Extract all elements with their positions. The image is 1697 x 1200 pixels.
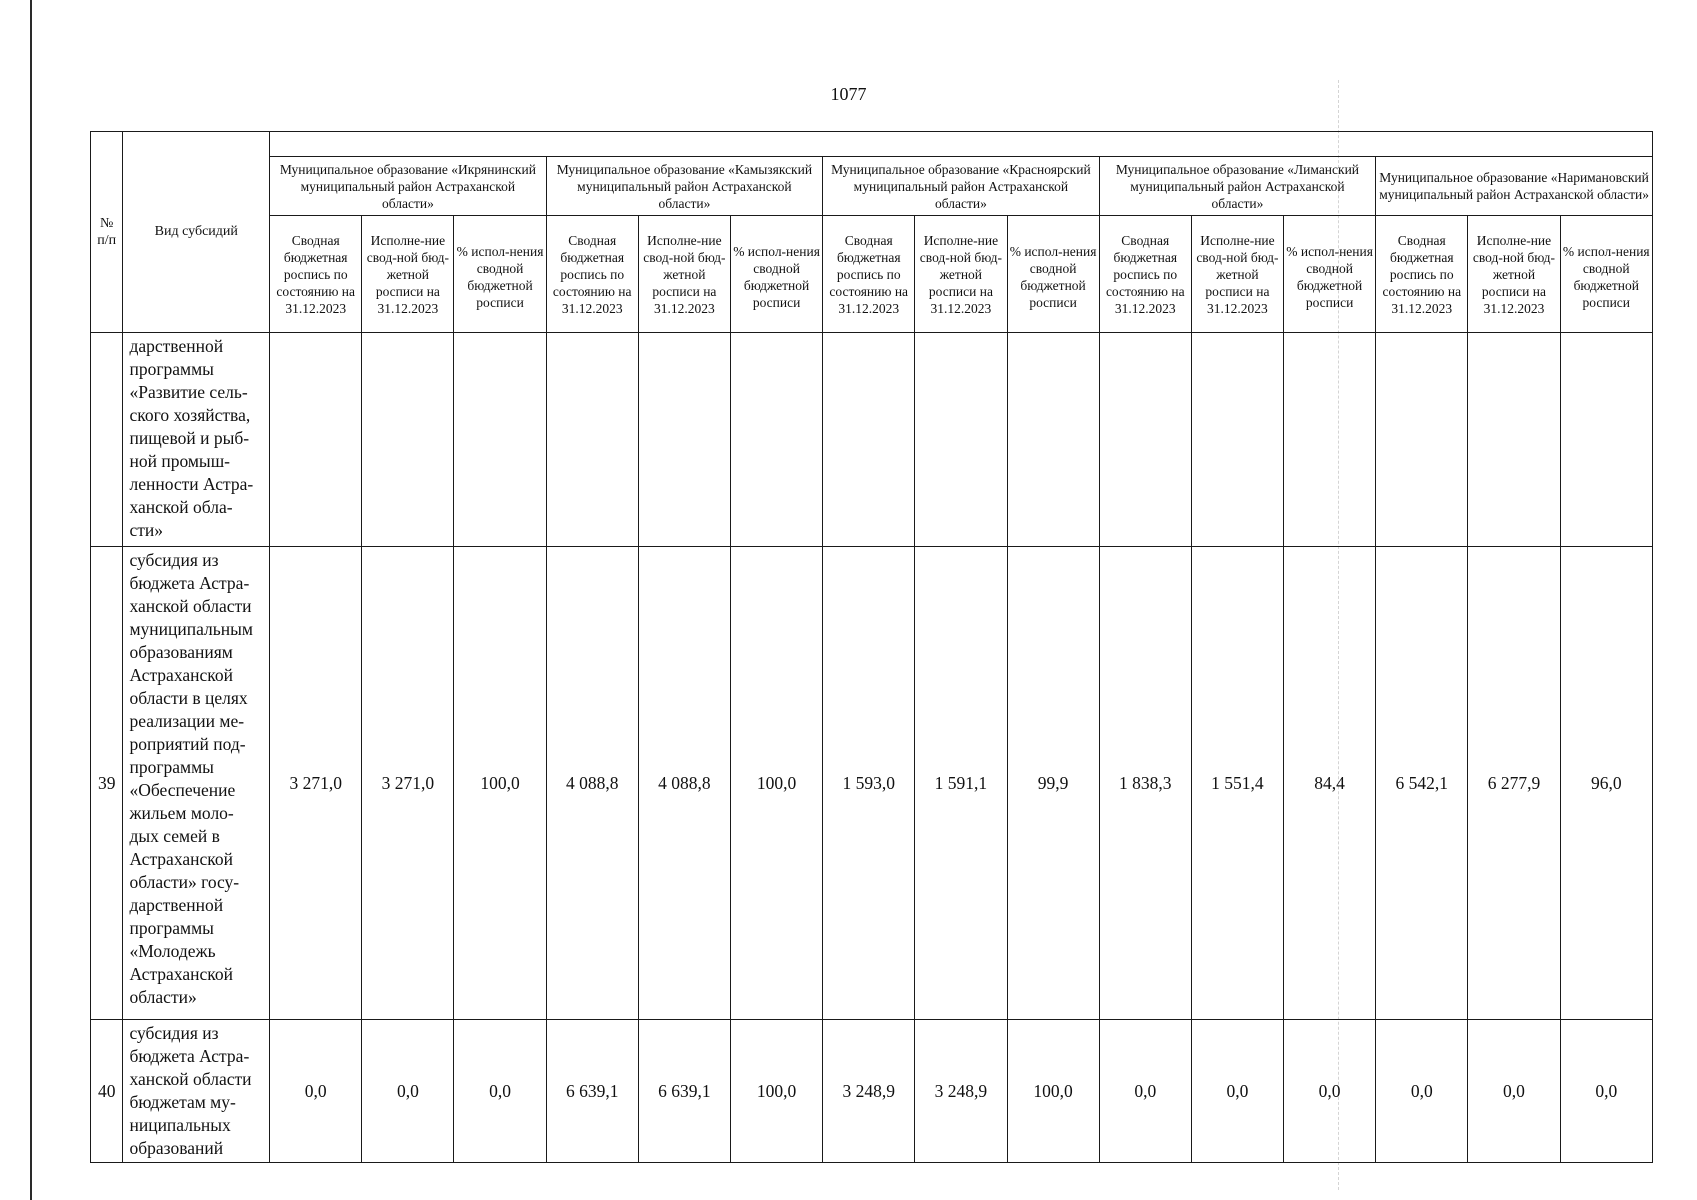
subcolumn-header-row bbox=[91, 216, 1653, 333]
value-cell: 0,0 bbox=[1099, 1020, 1191, 1163]
municipality-header: Муниципальное образование «Лиманский муниципальный район Астраханской области» bbox=[1099, 157, 1376, 216]
value-cell: 3 271,0 bbox=[362, 547, 454, 1020]
municipality-header-row bbox=[91, 157, 1653, 216]
value-cell bbox=[1099, 333, 1191, 547]
value-cell: 3 248,9 bbox=[823, 1020, 915, 1163]
value-cell bbox=[1468, 333, 1560, 547]
subcolumn-header: Сводная бюджетная роспись по состоянию на 31.12.2023 bbox=[823, 216, 915, 333]
value-cell: 6 277,9 bbox=[1468, 547, 1560, 1020]
subcolumn-header: % испол-нения сводной бюджетной росписи bbox=[730, 216, 822, 333]
header-num: № п/п bbox=[91, 132, 123, 333]
value-cell: 84,4 bbox=[1284, 547, 1376, 1020]
subcolumn-header: Исполне-ние свод-ной бюд-жетной росписи на 31.12.2023 bbox=[1191, 216, 1283, 333]
table-row bbox=[91, 333, 1653, 547]
subcolumn-header: % испол-нения сводной бюджетной росписи bbox=[1007, 216, 1099, 333]
municipality-header: Муниципальное образование «Красноярский муниципальный район Астраханской области» bbox=[823, 157, 1100, 216]
value-cell: 96,0 bbox=[1560, 547, 1652, 1020]
value-cell: 1 591,1 bbox=[915, 547, 1007, 1020]
value-cell: 0,0 bbox=[270, 1020, 362, 1163]
subsidy-name: субсидия из бюджета Астра- ханской области муниципальным образованиям Астраханской области в целях реализации ме- роприятий под- программы «Обеспечение жильем моло- дых семей в Астраханской области» госу- дарственной программы «Молодежь Астраханской области» bbox=[123, 547, 270, 1020]
value-cell: 100,0 bbox=[454, 547, 546, 1020]
value-cell: 3 271,0 bbox=[270, 547, 362, 1020]
value-cell bbox=[1284, 333, 1376, 547]
municipality-header: Муниципальное образование «Камызякский муниципальный район Астраханской области» bbox=[546, 157, 823, 216]
value-cell bbox=[1191, 333, 1283, 547]
table-row bbox=[91, 1020, 1653, 1163]
value-cell: 4 088,8 bbox=[638, 547, 730, 1020]
value-cell bbox=[270, 333, 362, 547]
subcolumn-header: Сводная бюджетная роспись по состоянию на 31.12.2023 bbox=[1376, 216, 1468, 333]
value-cell: 6 542,1 bbox=[1376, 547, 1468, 1020]
value-cell: 100,0 bbox=[730, 1020, 822, 1163]
table-header bbox=[91, 132, 1653, 333]
value-cell bbox=[362, 333, 454, 547]
subcolumn-header: Сводная бюджетная роспись по состоянию на 31.12.2023 bbox=[1099, 216, 1191, 333]
value-cell: 6 639,1 bbox=[638, 1020, 730, 1163]
value-cell: 0,0 bbox=[454, 1020, 546, 1163]
value-cell bbox=[1007, 333, 1099, 547]
row-number: 39 bbox=[91, 547, 123, 1020]
value-cell: 4 088,8 bbox=[546, 547, 638, 1020]
value-cell: 1 551,4 bbox=[1191, 547, 1283, 1020]
value-cell bbox=[823, 333, 915, 547]
value-cell: 100,0 bbox=[1007, 1020, 1099, 1163]
subcolumn-header: Исполне-ние свод-ной бюд-жетной росписи на 31.12.2023 bbox=[362, 216, 454, 333]
subcolumn-header: % испол-нения сводной бюджетной росписи bbox=[454, 216, 546, 333]
scan-edge bbox=[30, 0, 32, 1200]
subsidy-name: дарственной программы «Развитие сель- ского хозяйства, пищевой и рыб- ной промыш- ленности Астра- ханской обла- сти» bbox=[123, 333, 270, 547]
subcolumn-header: % испол-нения сводной бюджетной росписи bbox=[1284, 216, 1376, 333]
value-cell: 0,0 bbox=[1468, 1020, 1560, 1163]
value-cell bbox=[454, 333, 546, 547]
value-cell bbox=[915, 333, 1007, 547]
subcolumn-header: Сводная бюджетная роспись по состоянию на 31.12.2023 bbox=[270, 216, 362, 333]
value-cell bbox=[546, 333, 638, 547]
header-type: Вид субсидий bbox=[123, 132, 270, 333]
table-row bbox=[91, 547, 1653, 1020]
value-cell bbox=[730, 333, 822, 547]
subcolumn-header: Исполне-ние свод-ной бюд-жетной росписи на 31.12.2023 bbox=[1468, 216, 1560, 333]
subcolumn-header: Исполне-ние свод-ной бюд-жетной росписи на 31.12.2023 bbox=[915, 216, 1007, 333]
value-cell: 0,0 bbox=[362, 1020, 454, 1163]
subcolumn-header: Сводная бюджетная роспись по состоянию на 31.12.2023 bbox=[546, 216, 638, 333]
value-cell: 100,0 bbox=[730, 547, 822, 1020]
page-number: 1077 bbox=[830, 84, 867, 104]
value-cell: 0,0 bbox=[1376, 1020, 1468, 1163]
value-cell: 6 639,1 bbox=[546, 1020, 638, 1163]
table-body bbox=[91, 333, 1653, 1163]
row-number: 40 bbox=[91, 1020, 123, 1163]
value-cell: 0,0 bbox=[1560, 1020, 1652, 1163]
subcolumn-header: Исполне-ние свод-ной бюд-жетной росписи на 31.12.2023 bbox=[638, 216, 730, 333]
value-cell: 0,0 bbox=[1191, 1020, 1283, 1163]
value-cell: 1 593,0 bbox=[823, 547, 915, 1020]
subcolumn-header: % испол-нения сводной бюджетной росписи bbox=[1560, 216, 1652, 333]
subsidy-name: субсидия из бюджета Астра- ханской области бюджетам му- ниципальных образований bbox=[123, 1020, 270, 1163]
value-cell bbox=[638, 333, 730, 547]
municipality-header: Муниципальное образование «Наримановский муниципальный район Астраханской области» bbox=[1376, 157, 1653, 216]
subsidy-table bbox=[90, 131, 1653, 1163]
value-cell: 99,9 bbox=[1007, 547, 1099, 1020]
value-cell: 0,0 bbox=[1284, 1020, 1376, 1163]
value-cell: 1 838,3 bbox=[1099, 547, 1191, 1020]
value-cell bbox=[1560, 333, 1652, 547]
value-cell: 3 248,9 bbox=[915, 1020, 1007, 1163]
value-cell bbox=[1376, 333, 1468, 547]
header-spacer bbox=[270, 132, 1653, 157]
row-number bbox=[91, 333, 123, 547]
municipality-header: Муниципальное образование «Икрянинский муниципальный район Астраханской области» bbox=[270, 157, 547, 216]
